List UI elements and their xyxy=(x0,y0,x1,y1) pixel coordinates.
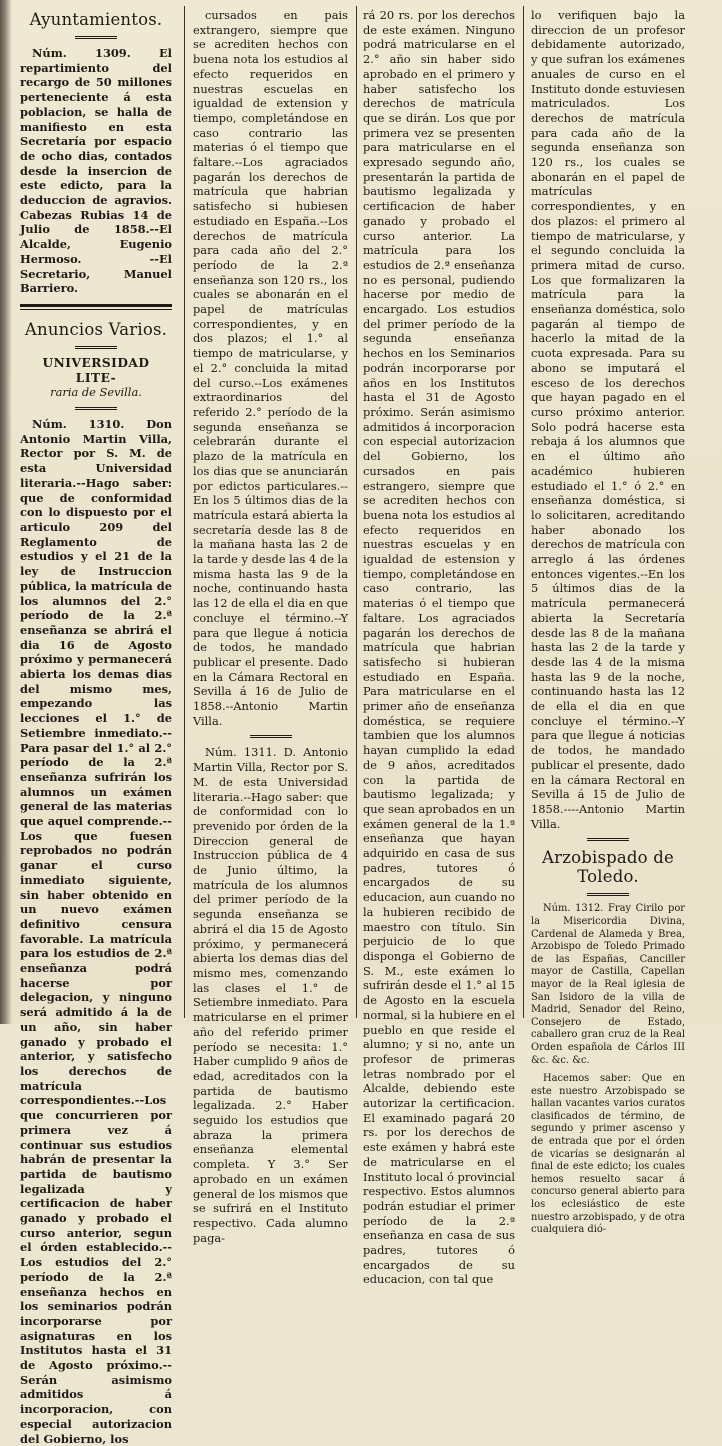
column-2 xyxy=(193,8,348,1245)
notice-1312: Núm. 1312. Fray Cirilo por la Misericordia Divina, Cardenal de Alameda y Brea, Arzobispo de Toledo Primado de las Españas, Canciller mayor de Castilla, Capellan mayor de la Real iglesia de San Isidoro de la villa de Madrid, Senador del Reino, Consejero de Estado, caballero gran cruz de la Real Orden española de Cárlos III &c. &c. &c. xyxy=(531,903,685,1066)
section-heading-arzobispado: Arzobispado de Toledo. xyxy=(541,848,674,887)
section-separator xyxy=(20,304,172,310)
section-heading-anuncios: Anuncios Varios. xyxy=(24,319,168,339)
column-3 xyxy=(363,8,516,1287)
notice-1309: Núm. 1309. El repartimiento del recargo de 50 millones perteneciente á esta poblacion, se halla de manifiesto en esta Secretaría por espacio de ocho dias, contados desde la insercion de este edicto, para la deduccion de agravios. Cabezas Rubias 14 de Julio de 1858.--El Alcalde, Eugenio Hermoso. --El Secretario, Manuel Barriero. xyxy=(20,46,172,296)
short-rule xyxy=(587,838,629,841)
notice-1311: Núm. 1311. D. Antonio Martin Villa, Rector por S. M. de esta Universidad literaria.--Hago saber: que de conformidad con lo prevenido por órden de la Direccion general de Instruccion pública de 4 de Junio último, la matrícula de los alumnos del primer período de la segunda enseñanza se abrirá el dia 15 de Agosto próximo, y permanecerá abierta los demas dias del mismo mes, comenzando las clases el 1.° de Setiembre inmediato. Para matricularse en el primer año del referido primer período se necesita: 1.° Haber cumplido 9 años de edad, acreditados con la partida de bautismo legalizada. 2.° Haber seguido los estudios que abraza la primera enseñanza elemental completa. Y 3.° Ser aprobado en un exámen general de los mismos que se sufrirá en el Instituto respectivo. Cada alumno paga- xyxy=(193,745,348,1245)
university-subheading: raria de Sevilla. xyxy=(50,385,142,400)
notice-1310: Núm. 1310. Don Antonio Martin Villa, Rector por S. M. de esta Universidad literaria.--Hago saber: que de conformidad con lo dispuesto por el articulo 209 del Reglamento de estudios y el 21 de la ley de Instruccion pública, la matrícula de los alumnos del 2.° período de la 2.ª enseñanza se abrirá el dia 16 de Agosto próximo y permanecerá abierta los demas dias del mismo mes, empezando las lecciones el 1.° de Setiembre inmediato.--Para pasar del 1.° al 2.° período de la 2.ª enseñanza sufrirán los alumnos un exámen general de las materias que aquel comprende.--Los que fuesen reprobados no podrán ganar el curso inmediato siguiente, sin haber obtenido en un nuevo exámen definitivo censura favorable. La matrícula para los estudios de 2.ª enseñanza podrá hacerse por delegacion, y ninguno será admitido á la de un año, sin haber ganado y probado el anterior, y satisfecho los derechos de matrícula correspondientes.--Los que concurrieren por primera vez á continuar sus estudios habrán de presentar la partida de bautismo legalizada y certificacion de haber ganado y probado el curso anterior, segun el órden establecido.--Los estudios del 2.° período de la 2.ª enseñanza hechos en los seminarios podrán incorporarse por asignaturas en los Institutos hasta el 31 de Agosto próximo.--Serán asimismo admitidos á incorporacion, con especial autorizacion del Gobierno, los xyxy=(20,417,172,1446)
short-rule xyxy=(75,346,117,349)
page-binding-shadow xyxy=(0,0,12,1024)
column-4 xyxy=(531,8,685,1236)
notice-1310-continued: cursados en pais extrangero, siempre que se acrediten hechos con buena nota los estudios al efecto requeridos en nuestras escuelas en igualdad de extension y tiempo, completándose en caso contrario las materias ó el tiempo que faltare.--Los agraciados pagarán los derechos de matrícula que habrian satisfecho si hubiesen estudiado en España.--Los derechos de matrícula para cada año del 2.° período de la 2.ª enseñanza son 120 rs., los cuales se abonarán en el papel de matrículas correspondientes, y en dos plazos; el 1.° al tiempo de matricularse, y el 2.° concluida la mitad del curso.--Los exámenes extraordinarios del referido 2.° período de la segunda enseñanza se celebrarán durante el plazo de la matrícula en los dias que se anunciarán por edictos particulares.--En los 5 últimos dias de la matrícula estará abierta la secretaría desde las 8 de la mañana hasta las 2 de la tarde y desde las 4 de la misma hasta las 9 de la noche, continuando hasta las 12 de ella el dia en que concluye el término.--Y para que llegue á noticia de todos, he mandado publicar el presente. Dado en la Cámara Rectoral en Sevilla á 16 de Julio de 1858.--Antonio Martin Villa. xyxy=(193,8,348,728)
short-rule xyxy=(250,735,292,738)
short-rule xyxy=(75,407,117,410)
notice-1311-conclusion: lo verifiquen bajo la direccion de un profesor debidamente autorizado, y que sufran los exámenes anuales de curso en el Instituto donde estuviesen matriculados. Los derechos de matrícula para cada año de la segunda enseñanza son 120 rs., los cuales se abonarán en el papel de matrículas correspondientes, y en dos plazos: el primero al tiempo de matricularse, y el segundo concluida la primera mitad de curso. Los que formalizaren la matrícula para la enseñanza doméstica, solo pagarán al tiempo de hacerlo la mitad de la cuota expresada. Para su abono se imputará el esceso de los derechos que hayan pagado en el curso próximo anterior. Solo podrá hacerse esta rebaja á los alumnos que en el último año académico hubieren estudiado el 1.° ó 2.° en enseñanza doméstica, si lo solicitaren, acreditando haber abonado los derechos de matrícula con arreglo á las órdenes entonces vigentes.--En los 5 últimos dias de la matrícula permanecerá abierta la Secretaría desde las 8 de la mañana hasta las 2 de la tarde y desde las 4 de la misma hasta las 9 de la noche, continuando hasta las 12 de ella el dia en que concluye el término.--Y para que llegue á noticias de todos, he mandado publicar el presente, dado en la cámara Rectoral en Sevilla á 15 de Julio de 1858.----Antonio Martin Villa. xyxy=(531,8,685,831)
short-rule xyxy=(75,36,117,39)
short-rule xyxy=(587,893,629,896)
notice-1311-continued: rá 20 rs. por los derechos de este exámen. Ninguno podrá matricularse en el 2.° año sin haber sido aprobado en el primero y haber satisfecho los derechos de matrícula que se dirán. Los que por primera vez se presenten para matricularse en el expresado segundo año, presentarán la partida de bautismo legalizada y certificacion de haber ganado y probado el curso anterior. La matrícula para los estudios de 2.ª enseñanza no es personal, pudiendo hacerse por medio de encargado. Los estudios del primer período de la segunda enseñanza hechos en los Seminarios podrán incorporarse por años en los Institutos hasta el 31 de Agosto próximo. Serán asimismo admitidos á incorporacion con especial autorizacion del Gobierno, los cursados en pais estrangero, siempre que se acrediten hechos con buena nota los estudios al efecto requeridos en nuestras escuelas y en igualdad de estension y tiempo, completándose en caso contrario, las materias ó el tiempo que faltare. Los agraciados pagarán los derechos de matrícula que habrian satisfecho si hubieran estudiado en España. Para matricularse en el primer año de enseñanza doméstica, se requiere tambien que los alumnos hayan cumplido la edad de 9 años, acreditados con la partida de bautismo legalizada; y que sean aprobados en un exámen general de la 1.ª enseñanza que hayan adquirido en casa de sus padres, tutores ó encargados de su educacion, aun cuando no la hubieren recibido de maestro con título. Sin perjuicio de lo que disponga el Gobierno de S. M., este exámen lo sufrirán desde el 1.° al 15 de Agosto en la escuela normal, si la hubiere en el pueblo en que reside el alumno; y si no, ante un profesor de primeras letras nombrado por el Alcalde, debiendo este autorizar la certificacion. El examinado pagará 20 rs. por los derechos de este exámen y habrá este de matricularse en el Instituto local ó provincial respectivo. Estos alumnos podrán estudiar el primer período de la 2.ª enseñanza en casa de sus padres, tutores ó encargados de su educacion, con tal que xyxy=(363,8,516,1287)
column-rule xyxy=(184,6,185,1018)
university-heading: UNIVERSIDAD LITE- xyxy=(42,355,150,385)
column-rule xyxy=(523,6,524,1018)
notice-1312-body: Hacemos saber: Que en este nuestro Arzobispado se hallan vacantes varios curatos clasificados de término, de segundo y primer ascenso y de entrada que por el órden de vicarías se designarán al final de este edicto; los cuales hemos resuelto sacar á concurso general abierto para los eclesiástico de este nuestro arzobispado, y de otra cualquiera dió- xyxy=(531,1073,685,1236)
column-1 xyxy=(20,8,172,1446)
column-rule xyxy=(356,6,357,1018)
section-heading-ayuntamientos: Ayuntamientos. xyxy=(29,10,163,29)
